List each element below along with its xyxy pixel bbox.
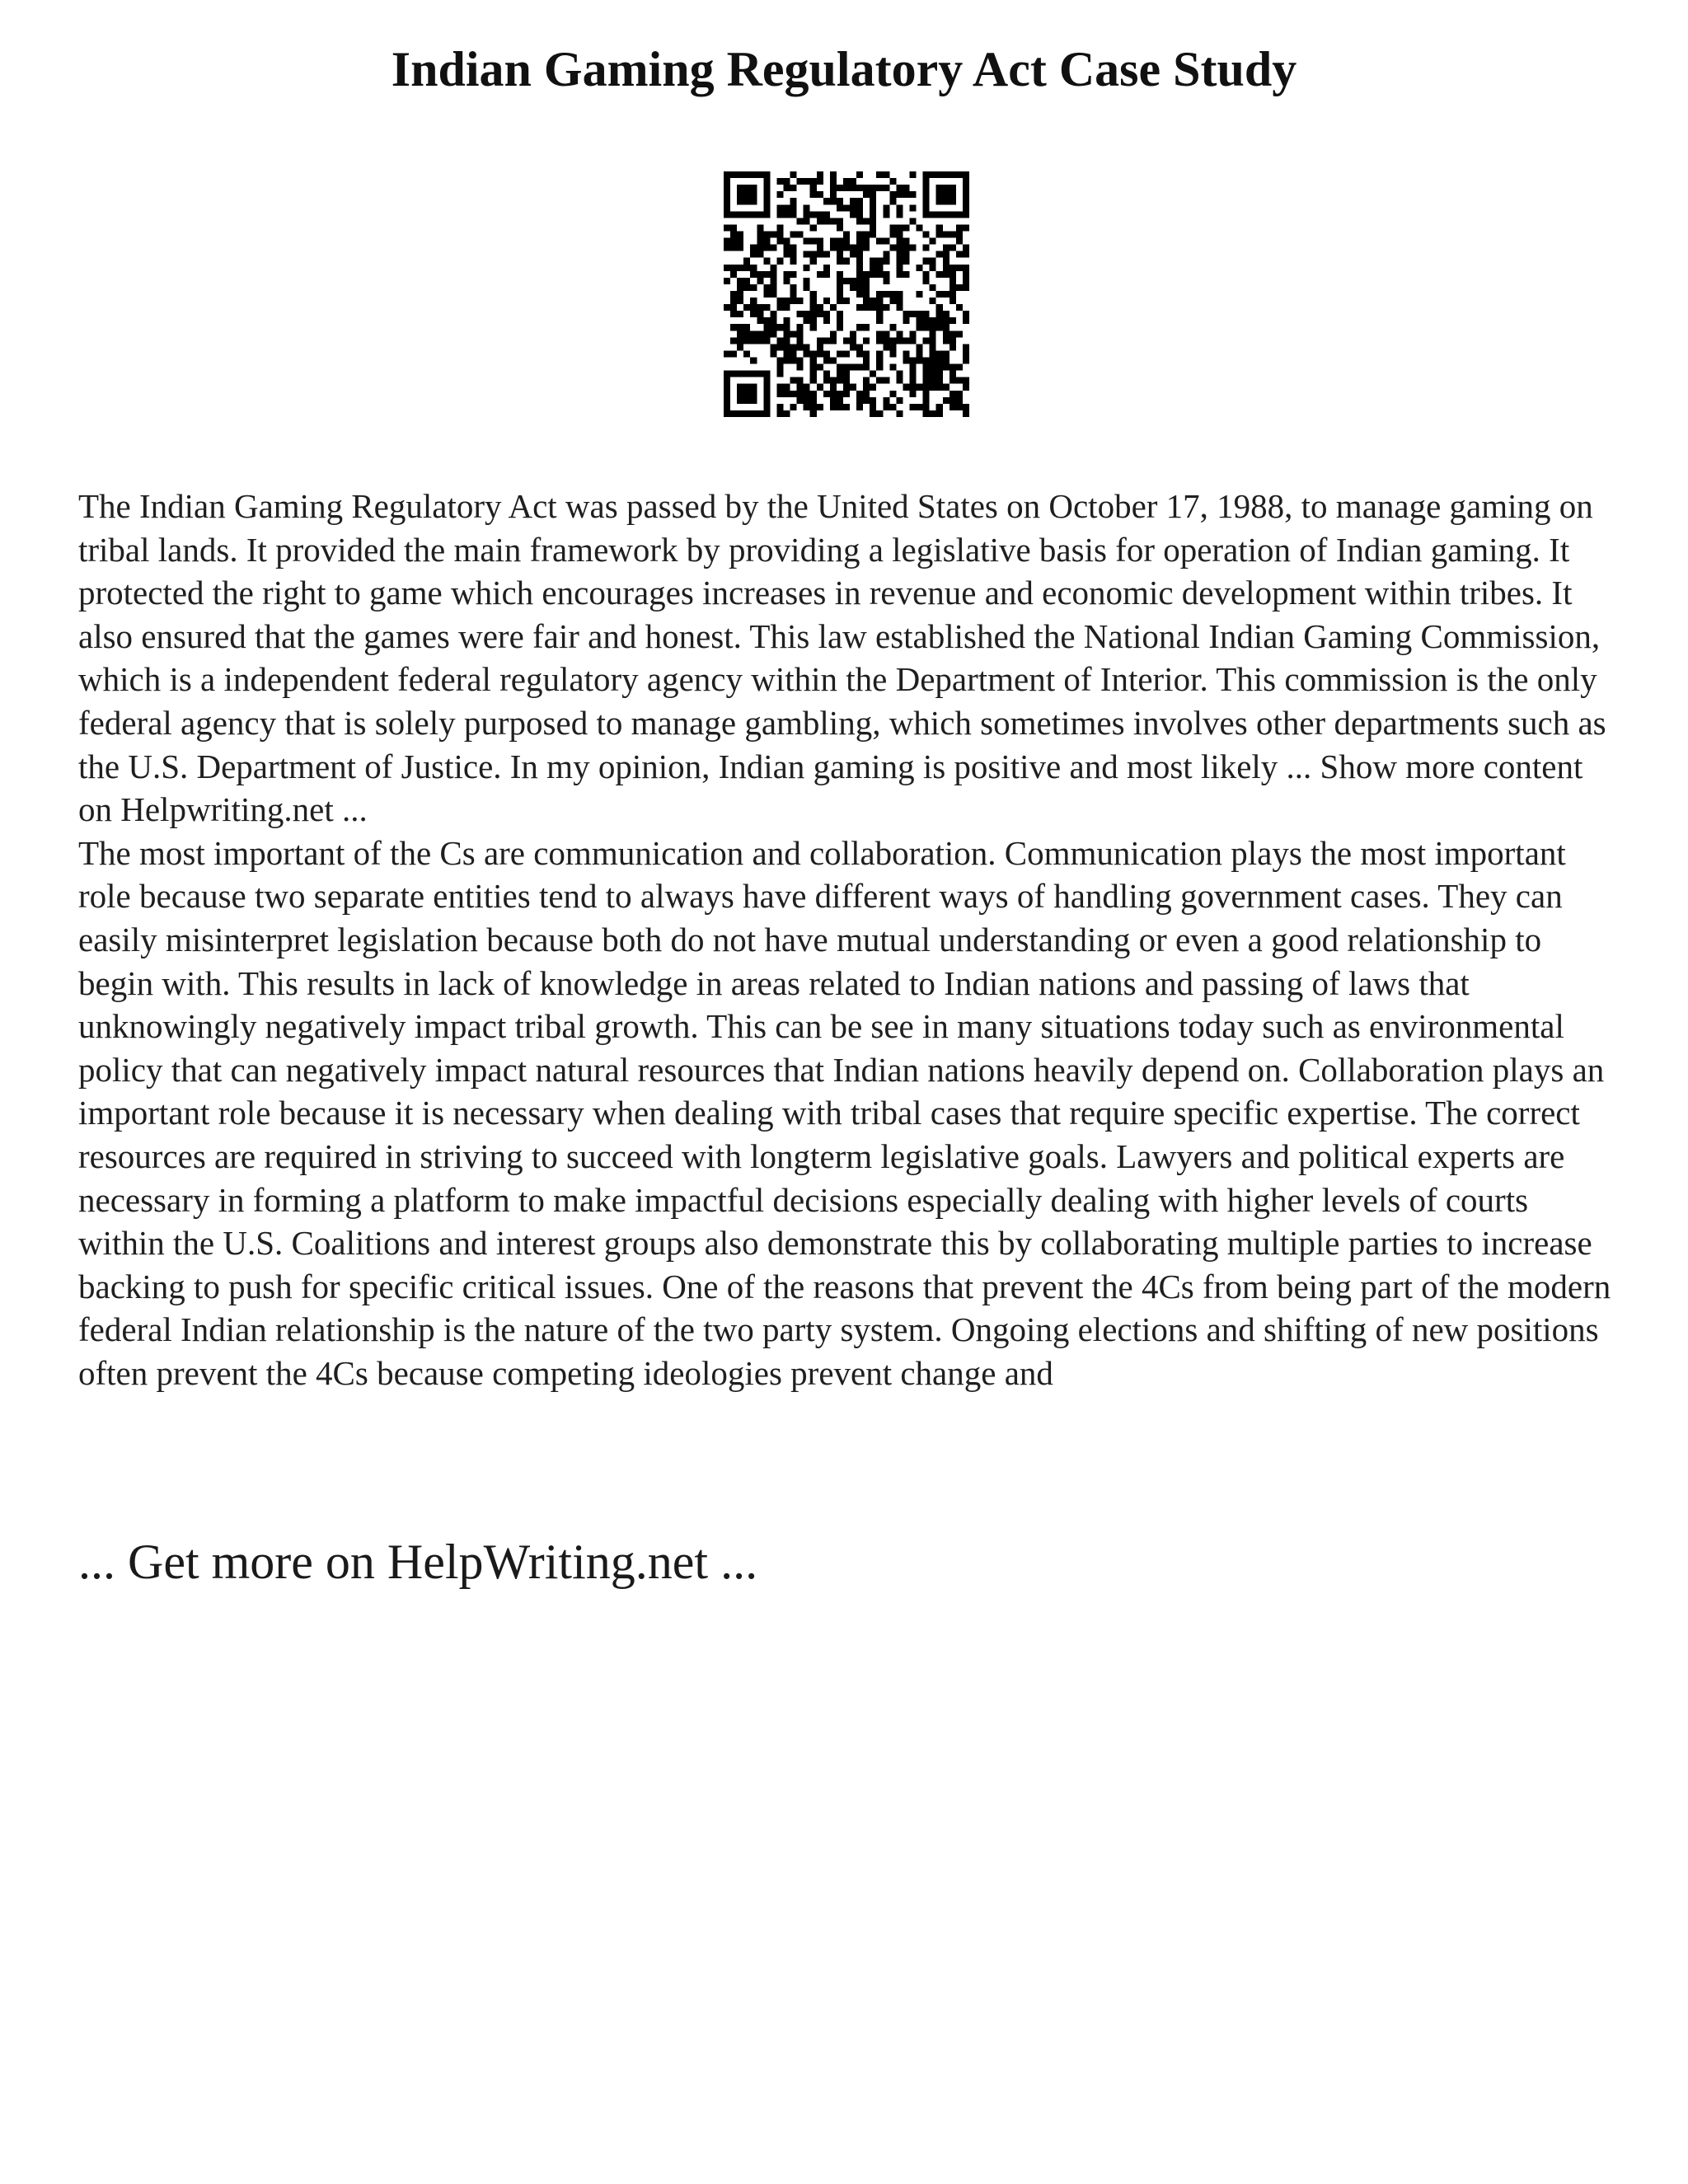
document-title: Indian Gaming Regulatory Act Case Study bbox=[391, 42, 1297, 96]
qr-code-icon bbox=[724, 171, 969, 417]
document-body bbox=[78, 485, 1618, 1394]
paragraph: The most important of the Cs are communication and collaboration. Communication plays the most important role because two separate entities tend to always have different ways of handling government cases. They can easily misinterpret legislation because both do not have mutual understanding or even a good relationship to begin with. This results in lack of knowledge in areas related to Indian nations and passing of laws that unknowingly negatively impact tribal growth. This can be see in many situations today such as environmental policy that can negatively impact natural resources that Indian nations heavily depend on. Collaboration plays an important role because it is necessary when dealing with tribal cases that require specific expertise. The correct resources are required in striving to succeed with longterm legislative goals. Lawyers and political experts are necessary in forming a platform to make impactful decisions especially dealing with higher levels of courts within the U.S. Coalitions and interest groups also demonstrate this by collaborating multiple parties to increase backing to push for specific critical issues. One of the reasons that prevent the 4Cs from being part of the modern federal Indian relationship is the nature of the two party system. Ongoing elections and shifting of new positions often prevent the 4Cs because competing ideologies prevent change and bbox=[78, 833, 1611, 1392]
paragraph: The Indian Gaming Regulatory Act was passed by the United States on October 17, 1988, to manage gaming on tribal lands. It provided the main framework by providing a legislative basis for operation of Indian gaming. It protected the right to game which encourages increases in revenue and economic development within tribes. It also ensured that the games were fair and honest. This law established the National Indian Gaming Commission, which is a independent federal regulatory agency within the Department of Interior. This commission is the only federal agency that is solely purposed to manage gambling, which sometimes involves other departments such as the U.S. Department of Justice. In my opinion, Indian gaming is positive and most likely ... Show more content on Helpwriting.net ... bbox=[78, 487, 1606, 829]
get-more-link[interactable]: ... Get more on HelpWriting.net ... bbox=[78, 1535, 758, 1589]
